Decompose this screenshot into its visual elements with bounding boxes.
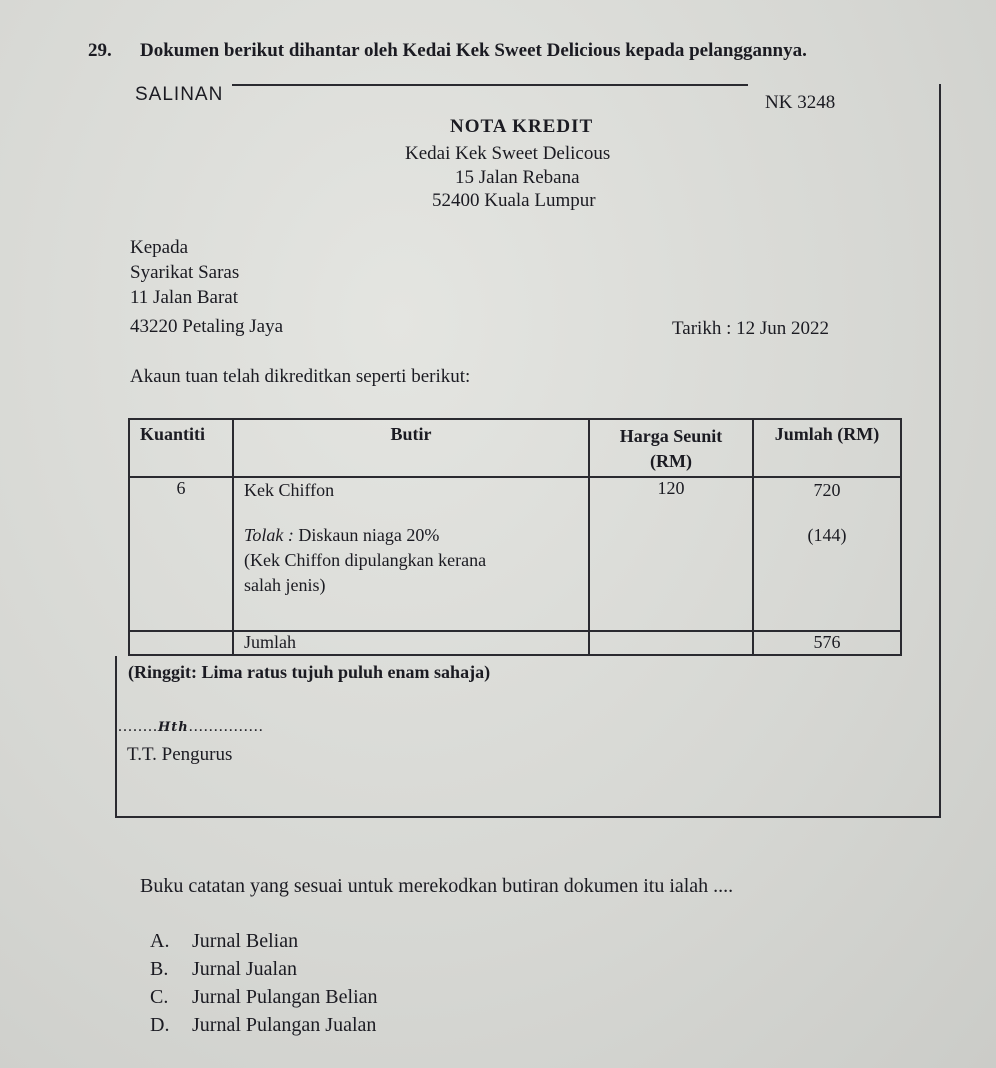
document-title: NOTA KREDIT bbox=[450, 116, 594, 137]
option-a-letter: A. bbox=[150, 930, 170, 952]
header-price bbox=[589, 419, 753, 477]
recipient-address-line2: 43220 Petaling Jaya bbox=[130, 316, 284, 337]
question-intro: Dokumen berikut dihantar oleh Kedai Kek Sweet Delicious kepada pelanggannya. bbox=[140, 40, 807, 61]
item-amount-cell bbox=[753, 477, 901, 631]
question-number: 29. bbox=[88, 40, 112, 61]
credit-items-table bbox=[128, 418, 902, 656]
header-total: Jumlah (RM) bbox=[753, 419, 901, 477]
recipient-name: Syarikat Saras bbox=[130, 262, 240, 283]
document-date: Tarikh : 12 Jun 2022 bbox=[672, 318, 829, 339]
item-desc-cell bbox=[233, 477, 589, 631]
total-empty-qty bbox=[129, 631, 233, 655]
option-c-text: Jurnal Pulangan Belian bbox=[192, 986, 378, 1008]
total-label: Jumlah bbox=[233, 631, 589, 655]
header-price-line1: Harga Seunit bbox=[619, 426, 723, 446]
return-note-line2: salah jenis) bbox=[244, 575, 326, 595]
copy-label: SALINAN bbox=[135, 84, 224, 105]
option-c-letter: C. bbox=[150, 986, 169, 1008]
less-line bbox=[244, 523, 578, 548]
document-top-border bbox=[232, 84, 748, 86]
option-a-text: Jurnal Belian bbox=[192, 930, 299, 952]
option-b-letter: B. bbox=[150, 958, 169, 980]
less-label: Tolak : bbox=[244, 525, 294, 545]
document-bottom-border bbox=[115, 816, 941, 818]
amount-in-words: (Ringgit: Lima ratus tujuh puluh enam sahaja) bbox=[128, 662, 491, 682]
option-d-text: Jurnal Pulangan Jualan bbox=[192, 1014, 377, 1036]
recipient-address-line1: 11 Jalan Barat bbox=[130, 287, 238, 308]
option-c[interactable] bbox=[150, 986, 378, 1009]
question-prompt: Buku catatan yang sesuai untuk merekodkan butiran dokumen itu ialah .... bbox=[140, 875, 734, 897]
document-number: NK 3248 bbox=[765, 92, 836, 113]
header-desc: Butir bbox=[233, 419, 589, 477]
signatory: T.T. Pengurus bbox=[127, 744, 233, 765]
issuer-address-line2: 52400 Kuala Lumpur bbox=[432, 190, 596, 211]
header-qty: Kuantiti bbox=[129, 419, 233, 477]
less-amount: (144) bbox=[807, 525, 847, 545]
option-b[interactable] bbox=[150, 958, 297, 981]
option-d-letter: D. bbox=[150, 1014, 170, 1036]
signature-line: ........Hth............... bbox=[118, 718, 264, 735]
header-price-line2: (RM) bbox=[650, 451, 692, 471]
issuer-name: Kedai Kek Sweet Delicous bbox=[405, 143, 611, 164]
total-amount: 576 bbox=[753, 631, 901, 655]
item-unit-price: 120 bbox=[589, 477, 753, 631]
item-amount: 720 bbox=[813, 480, 841, 500]
credit-statement: Akaun tuan telah dikreditkan seperti berikut: bbox=[130, 366, 471, 387]
table-total-row bbox=[129, 631, 901, 655]
signature-mark: Hth bbox=[158, 720, 189, 735]
option-a[interactable] bbox=[150, 930, 298, 953]
to-label: Kepada bbox=[130, 237, 189, 258]
item-desc: Kek Chiffon bbox=[244, 480, 335, 500]
return-note-line1: (Kek Chiffon dipulangkan kerana bbox=[244, 550, 487, 570]
question-header bbox=[88, 40, 807, 62]
less-desc: Diskaun niaga 20% bbox=[298, 525, 440, 545]
table-header-row bbox=[129, 419, 901, 477]
option-b-text: Jurnal Jualan bbox=[192, 958, 297, 980]
item-qty: 6 bbox=[129, 477, 233, 631]
total-empty-price bbox=[589, 631, 753, 655]
option-d[interactable] bbox=[150, 1014, 376, 1037]
document-left-border bbox=[115, 656, 117, 818]
issuer-address-line1: 15 Jalan Rebana bbox=[455, 167, 580, 188]
table-row bbox=[129, 477, 901, 631]
